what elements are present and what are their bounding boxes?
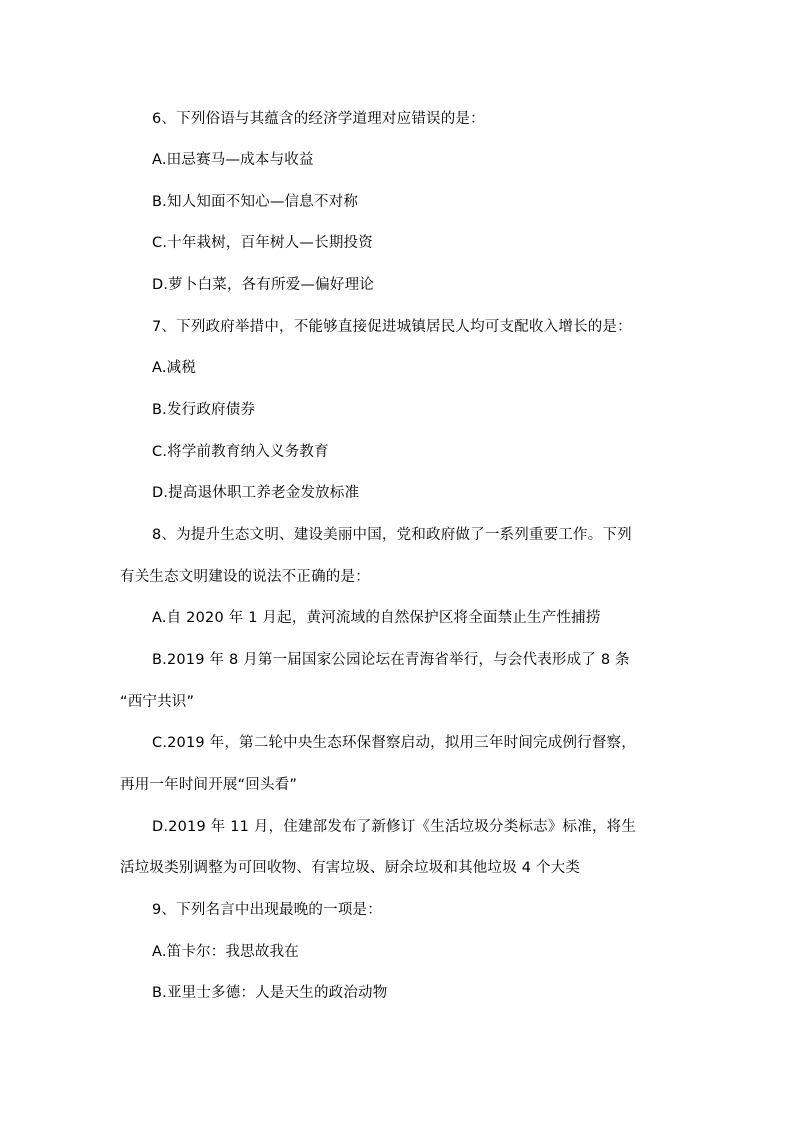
question-6-option-c: C.十年栽树，百年树人—长期投资 (152, 235, 373, 251)
question-7-option-d: D.提高退休职工养老金发放标准 (152, 485, 360, 501)
question-9-stem: 9、下列名言中出现最晚的一项是： (152, 902, 382, 918)
question-6-stem: 6、下列俗语与其蕴含的经济学道理对应错误的是： (152, 111, 485, 127)
question-8-stem-line-2: 有关生态文明建设的说法不正确的是： (120, 569, 370, 585)
question-6-option-a: A.田忌赛马—成本与收益 (152, 152, 314, 168)
question-8-option-d-line-2: 活垃圾类别调整为可回收物、有害垃圾、厨余垃圾和其他垃圾 4 个大类 (120, 860, 581, 876)
question-8-option-c-line-1: C.2019 年，第二轮中央生态环保督察启动，拟用三年时间完成例行督察， (152, 735, 636, 751)
question-8-option-d-line-1: D.2019 年 11 月，住建部发布了新修订《生活垃圾分类标志》标准，将生 (152, 819, 637, 835)
question-8-option-b-line-1: B.2019 年 8 月第一届国家公园论坛在青海省举行，与会代表形成了 8 条 (152, 652, 630, 668)
question-8-option-b-line-2: “西宁共识” (120, 694, 195, 710)
question-9-option-a: A.笛卡尔：我思故我在 (152, 944, 299, 960)
question-8-option-c-line-2: 再用一年时间开展“回头看” (120, 777, 298, 793)
question-6-option-d: D.萝卜白菜，各有所爱—偏好理论 (152, 277, 374, 293)
question-7-stem: 7、下列政府举措中，不能够直接促进城镇居民人均可支配收入增长的是： (152, 319, 632, 335)
question-7-option-b: B.发行政府债券 (152, 402, 256, 418)
question-8-option-a: A.自 2020 年 1 月起，黄河流域的自然保护区将全面禁止生产性捕捞 (152, 610, 601, 626)
question-7-option-c: C.将学前教育纳入义务教育 (152, 444, 329, 460)
question-7-option-a: A.减税 (152, 360, 197, 376)
question-8-stem-line-1: 8、为提升生态文明、建设美丽中国，党和政府做了一系列重要工作。下列 (152, 527, 632, 543)
question-9-option-b: B.亚里士多德：人是天生的政治动物 (152, 985, 388, 1001)
question-6-option-b: B.知人知面不知心—信息不对称 (152, 194, 359, 210)
